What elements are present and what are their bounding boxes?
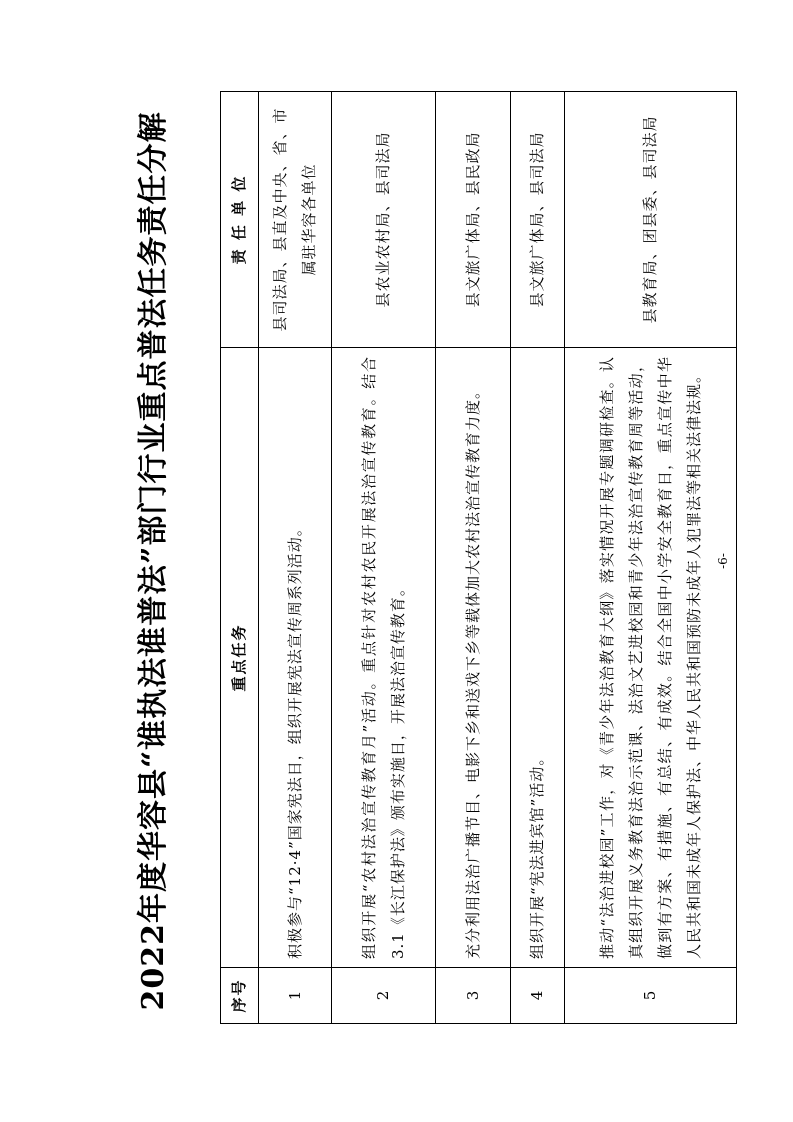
row-index: 3 xyxy=(436,968,511,1024)
row-task: 充分利用法治广播节目、电影下乡和送戏下乡等载体加大农村法治宣传教育力度。 xyxy=(436,348,511,968)
header-index: 序号 xyxy=(221,968,259,1024)
table-row xyxy=(565,92,737,1024)
row-unit: 县农业农村局、县司法局 xyxy=(332,92,436,348)
header-task: 重点任务 xyxy=(221,348,259,968)
table-row xyxy=(511,92,565,1024)
row-unit: 县文旅广体局、县司法局 xyxy=(511,92,565,348)
row-index: 1 xyxy=(259,968,332,1024)
row-index: 5 xyxy=(565,968,737,1024)
document-title: 2022年度华容县“谁执法谁普法”部门行业重点普法任务责任分解 xyxy=(136,111,171,1011)
header-unit: 责 任 单 位 xyxy=(221,92,259,348)
row-index: 4 xyxy=(511,968,565,1024)
table-row xyxy=(332,92,436,1024)
page-number: -6- xyxy=(716,553,730,569)
table-header-row xyxy=(221,92,259,1024)
row-unit: 县文旅广体局、县民政局 xyxy=(436,92,511,348)
row-unit: 县司法局、县直及中央、省、市属驻华容各单位 xyxy=(259,92,332,348)
row-unit: 县教育局、团县委、县司法局 xyxy=(565,92,737,348)
table-row xyxy=(259,92,332,1024)
row-task: 组织开展“宪法进宾馆”活动。 xyxy=(511,348,565,968)
row-task: 积极参与“12·4”国家宪法日，组织开展宪法宣传周系列活动。 xyxy=(259,348,332,968)
row-index: 2 xyxy=(332,968,436,1024)
row-task: 推动“法治进校园”工作，对《青少年法治教育大纲》落实情况开展专题调研检查。认真组织开展义务教育法治示范课、法治文艺进校园和青少年法治宣传教育周等活动，做到有方案、有措施、有总结、有成效。结合全国中小学安全教育日，重点宣传中华人民共和国未成年人保护法、中华人民共和国预防未成年人犯罪法等相关法律法规。 xyxy=(565,348,737,968)
table-row xyxy=(436,92,511,1024)
responsibility-table xyxy=(220,91,737,1024)
row-task: 组织开展“农村法治宣传教育月”活动。重点针对农村农民开展法治宣传教育。结合3.1《长江保护法》颁布实施日，开展法治宣传教育。 xyxy=(332,348,436,968)
